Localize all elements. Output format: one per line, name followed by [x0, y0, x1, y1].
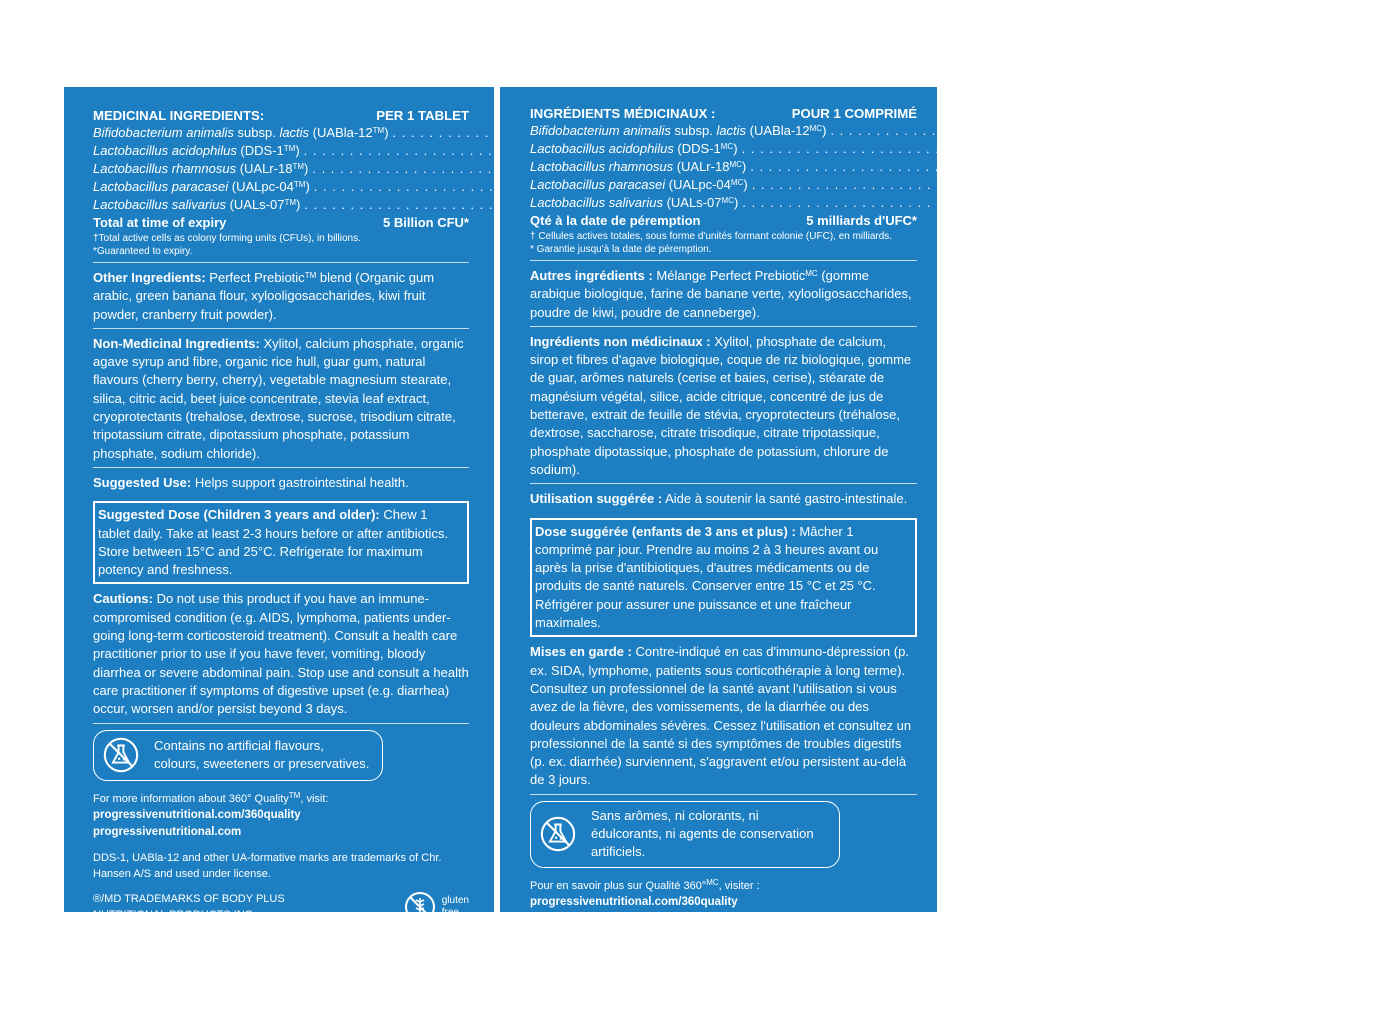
suggested-use-text: Helps support gastrointestinal health.: [191, 474, 409, 490]
divider: [93, 262, 469, 263]
amount-unit: d'UFC: [1341, 123, 1381, 138]
ingredient-amount: [1230, 140, 1293, 158]
quality-info-text-2: , visit:: [300, 792, 329, 805]
total-label: Qté à la date de péremption: [530, 213, 701, 228]
ingredient-species: Lactobacillus paracasei: [530, 177, 666, 192]
trademark-mark: TM: [292, 162, 304, 171]
ingredient-species: Lactobacillus salivarius: [93, 197, 226, 212]
other-ingredients: [93, 269, 469, 324]
ingredient-strain-code: (UABla-12: [309, 125, 373, 140]
ingredient-strain-close: ): [743, 177, 748, 192]
ingredient-strain-close: ): [305, 179, 310, 194]
leader-dots: [830, 122, 1314, 140]
ingredient-row: [530, 194, 1294, 212]
amount-value: 0.7: [1239, 177, 1259, 192]
ingredient-list: [530, 122, 1381, 212]
ingredient-strain-code: (DDS-1: [673, 141, 721, 156]
gluten-free-label: [442, 895, 469, 919]
website-url[interactable]: progressivenutritional.com: [530, 912, 679, 925]
footnote-expiry: *Guaranteed to expiry.: [93, 246, 193, 257]
ingredient-name: [93, 142, 300, 160]
cautions: [93, 590, 469, 718]
ingredient-subspecies-prefix: subsp.: [233, 125, 280, 140]
english-label-panel: [64, 87, 494, 921]
leader-dots: [742, 194, 1226, 212]
ingredient-subspecies: lactis: [279, 125, 310, 140]
gluten-free-line1: sans: [889, 981, 911, 993]
ingredient-strain-code: (UALr-18: [236, 161, 293, 176]
ingredient-row: [93, 196, 469, 214]
leader-dots: [752, 176, 1236, 194]
trademark-mark: MC: [805, 269, 818, 278]
french-label-panel: [500, 87, 1381, 1008]
ingredient-row: [530, 176, 1303, 194]
ingredient-row: [93, 142, 469, 160]
ingredient-amount: [1240, 176, 1303, 194]
ingredient-strain-code: (UALs-07: [225, 197, 285, 212]
ingredient-strain-close: ): [384, 125, 389, 140]
trademark-mark: MC: [729, 160, 742, 169]
registered-trademark-notice: ®/MD MARQUES DÉPOSÉES DE BODY PLUS NUTRITIONAL PRODUCTS INC.: [530, 979, 765, 1008]
ingredient-strain-close: ): [822, 123, 827, 138]
amount-value: 1.4: [1229, 141, 1248, 156]
suggested-dose-label: Suggested Dose (Children 3 years and older):: [98, 507, 380, 523]
trademark-mark: TM: [284, 198, 297, 207]
total-value: 5 Billion CFU*: [383, 215, 469, 230]
divider: [93, 467, 469, 468]
ingredient-row: [93, 124, 469, 142]
gluten-free-badge: [852, 978, 917, 1010]
ingredient-subspecies-prefix: subsp.: [670, 123, 717, 138]
ingredient-strain-close: ): [304, 161, 309, 176]
amount-unit: d'UFC: [1253, 195, 1294, 210]
no-artificial-badge: [93, 730, 383, 781]
quality-url[interactable]: progressivenutritional.com/360quality: [93, 808, 301, 821]
ingredient-species: Lactobacillus rhamnosus: [530, 159, 674, 174]
divider: [93, 723, 469, 724]
ingredient-species: Lactobacillus acidophilus: [93, 143, 237, 158]
amount-value: 1.4: [1318, 123, 1337, 138]
suggested-use-label: Suggested Use:: [93, 474, 192, 490]
gluten-free-line2: free: [441, 906, 459, 918]
suggested-use: [93, 474, 469, 492]
amount-value: 1.4: [1238, 159, 1257, 174]
footer-row: [530, 978, 917, 1010]
ingredient-amount: [1238, 158, 1301, 176]
gluten-free-label: [890, 982, 917, 1006]
ingredient-strain-code: (UALr-18: [673, 159, 730, 174]
no-artificial-text: Contains no artificial flavours, colours, sweeteners or preservatives.: [154, 737, 370, 771]
divider: [530, 794, 917, 795]
divider: [530, 326, 917, 327]
leader-dots: [750, 158, 1234, 176]
ingredient-species: Bifidobacterium animalis: [93, 125, 234, 140]
trademark-notice: DDS-1, UABla-12 et les autres marques formatrices d'UA sont des marques déposées de Chr. Hansen A/S et sont utilisées sous licence.: [530, 938, 899, 967]
suggested-dose-label: Dose suggérée (enfants de 3 ans et plus) :: [535, 523, 796, 539]
footnote-cfu: †Total active cells as colony forming units (CFUs), in billions.: [93, 233, 361, 244]
header-title: MEDICINAL INGREDIENTS:: [93, 108, 265, 123]
divider: [530, 260, 917, 261]
ingredient-strain-code: (UALpc-04: [665, 177, 731, 192]
other-ingredients-text: Mélange Perfect Prebiotic: [652, 268, 806, 283]
amount-unit: d'UFC: [1262, 177, 1303, 192]
ingredient-name: [93, 196, 300, 214]
quality-info: [530, 878, 917, 894]
footnote-expiry: * Garantie jusqu'à la date de péremption.: [530, 244, 712, 255]
suggested-use: [530, 490, 917, 508]
footnote-cfu: † Cellules actives totales, sous forme d'unités formant colonie (UFC), en milliards.: [530, 231, 893, 242]
non-medicinal-label: Non-Medicinal Ingredients:: [93, 335, 260, 351]
non-medicinal-text: Xylitol, phosphate de calcium, sirop et fibres d'agave biologique, coque de riz biologique, gomme de guar, arômes naturels (cerise et baies, cerise), stéarate de magnésium végétal, silice, acide citrique, concentré de jus de betterave, extrait de feuille de stévia, cryoprotecteurs (tréhalose, dextrose, saccharose, citrate trisodique, citrate tripotassique, phosphate dipotassique, phosphate de potassium, chlorure de sodium).: [530, 333, 912, 477]
ingredient-row: [530, 158, 1302, 176]
ingredient-species: Lactobacillus rhamnosus: [93, 161, 237, 176]
dagger-mark: †: [1258, 178, 1263, 187]
footer-row: [93, 891, 469, 923]
trademark-mark: MC: [730, 178, 744, 187]
suggested-dose-box: [93, 501, 469, 584]
ingredient-strain-code: (UALs-07: [662, 195, 722, 210]
suggested-dose-text: Chew 1 tablet daily. Take at least 2-3 hours before or after antibiotics. Store between 15°C and 25°C. Refrigerate for maximum potency and freshness.: [98, 507, 448, 578]
gluten-free-wheat-icon: [404, 891, 436, 923]
medicinal-ingredients-header: [530, 106, 917, 122]
cautions-text: Do not use this product if you have an immune-compromised condition (e.g. AIDS, lymphoma, patients under-going long-term corticosteroid treatment). Consult a health care practitioner prior to use if you have fever, vomiting, bloody diarrhea or severe abdominal pain. Stop use and consult a health care practitioner if symptoms of digestive upset (e.g. diarrhea) occur, worsen and/or persist beyond 3 days.: [93, 591, 469, 717]
gluten-free-badge: [404, 891, 469, 923]
trademark-mark: MC: [721, 196, 734, 205]
ingredient-name: [530, 122, 826, 140]
other-ingredients-text-2: blend (Organic gum arabic, green banana flour, xylooligosaccharides, kiwi fruit powder, cranberry fruit powder).: [93, 270, 435, 322]
other-ingredients-text: Perfect Prebiotic: [205, 270, 305, 285]
amount-unit: d'UFC: [1261, 159, 1302, 174]
medicinal-ingredients-header: [93, 108, 469, 124]
suggested-use-label: Utilisation suggérée :: [530, 491, 663, 507]
website-url[interactable]: progressivenutritional.com: [93, 825, 242, 838]
no-artificial-flask-icon: [102, 736, 140, 774]
ingredient-amount: [1319, 122, 1381, 140]
cautions: [530, 643, 917, 789]
ingredient-row: [530, 140, 1293, 158]
amount-value: 0.1: [1230, 195, 1249, 210]
ingredient-row: [93, 160, 469, 178]
ingredient-name: [530, 158, 746, 176]
header-per-dose: POUR 1 COMPRIMÉ: [791, 106, 917, 121]
non-medicinal-ingredients: [93, 335, 469, 463]
gluten-free-wheat-icon: [852, 978, 884, 1010]
amount-unit: d'UFC: [1252, 141, 1293, 156]
registered-trademark-notice: ®/MD TRADEMARKS OF BODY PLUS NUTRITIONAL PRODUCTS INC.: [93, 892, 285, 921]
dagger-mark: †: [1248, 196, 1254, 205]
ingredient-species: Bifidobacterium animalis: [530, 123, 671, 138]
no-artificial-badge: [530, 801, 840, 868]
quality-info: [93, 791, 469, 807]
dagger-mark: †: [1247, 142, 1253, 151]
ingredient-list: [93, 124, 469, 214]
leader-dots: [742, 140, 1226, 158]
dagger-mark: †: [1256, 160, 1262, 169]
ingredient-amount: [1231, 194, 1294, 212]
ingredient-strain-code: (UALpc-04: [228, 179, 294, 194]
ingredient-row: [530, 122, 1381, 140]
ingredient-strain-code: (UABla-12: [746, 123, 810, 138]
trademark-mark: TM: [304, 271, 317, 280]
ingredient-subspecies: lactis: [716, 123, 747, 138]
ingredient-species: Lactobacillus acidophilus: [530, 141, 674, 156]
ingredient-name: [93, 178, 310, 196]
trademark-mark: TM: [283, 144, 296, 153]
no-artificial-text: Sans arômes, ni colorants, ni édulcorants, ni agents de conservation artificiels.: [591, 807, 814, 859]
total-row: [530, 212, 917, 229]
non-medicinal-text: Xylitol, calcium phosphate, organic agave syrup and fibre, organic rice hull, guar gum, natural flavours (cherry berry, cherry), vegetable magnesium stearate, silica, citric acid, beet juice concentrate, stevia leaf extract, cryoprotectants (trehalose, dextrose, sucrose, trisodium citrate, tripotassium citrate, dipotassium phosphate, potassium phosphate, sodium chloride).: [93, 335, 464, 461]
no-artificial-flask-icon: [539, 815, 577, 853]
cautions-label: Cautions:: [93, 591, 153, 607]
other-ingredients: [530, 267, 917, 322]
cautions-text: Contre-indiqué en cas d'immuno-dépression (p. ex. SIDA, lymphome, patients sous corticothérapie à long terme). Consultez un professionnel de la santé avant l'utilisation si vous avez de la fièvre, des vomissements, de la diarrhée ou des douleurs abdominales sévères. Cessez l'utilisation et consultez un professionnel de la santé si des symptômes de troubles digestifs (p. ex. diarrhée) surviennent, s'aggravent et/ou persistent au-delà de 3 jours.: [530, 644, 912, 788]
ingredient-strain-close: ): [296, 197, 301, 212]
ingredient-strain-close: ): [741, 159, 747, 174]
dagger-mark: †: [1336, 124, 1342, 133]
ingredient-name: [93, 160, 308, 178]
divider: [93, 328, 469, 329]
trademark-mark: TM: [372, 126, 385, 135]
ingredient-row: [93, 178, 469, 196]
total-label: Total at time of expiry: [93, 215, 227, 230]
ingredient-strain-close: ): [733, 141, 738, 156]
ingredient-name: [530, 194, 738, 212]
ingredient-strain-code: (DDS-1: [236, 143, 284, 158]
ingredient-species: Lactobacillus salivarius: [530, 195, 663, 210]
header-per-dose: PER 1 TABLET: [376, 108, 469, 123]
trademark-mark: TM: [288, 790, 301, 800]
trademark-mark: MC: [706, 877, 719, 887]
suggested-use-text: Aide à soutenir la santé gastro-intestinale.: [662, 491, 908, 507]
ingredient-species: Lactobacillus paracasei: [93, 179, 229, 194]
ingredient-name: [530, 176, 748, 194]
divider: [530, 483, 917, 484]
trademark-mark: MC: [720, 142, 734, 151]
header-title: INGRÉDIENTS MÉDICINAUX :: [530, 106, 716, 121]
trademark-mark: TM: [293, 180, 306, 189]
suggested-dose-text: Mâcher 1 comprimé par jour. Prendre au moins 2 à 3 heures avant ou après la prise d'antibiotiques, d'autres médicaments ou de produits de santé naturels. Conserver entre 15 °C et 25 °C. Réfrigérer pour assurer une puissance et une fraîcheur maximales.: [535, 523, 879, 631]
other-ingredients-text-2: (gomme arabique biologique, farine de banane verte, xylooligosaccharides, poudre de kiwi, poudre de canneberge).: [530, 268, 912, 320]
cautions-label: Mises en garde :: [530, 644, 632, 660]
ingredient-name: [530, 140, 738, 158]
gluten-free-line2: gluten: [889, 993, 917, 1005]
other-ingredients-label: Other Ingredients:: [93, 270, 206, 285]
quality-url[interactable]: progressivenutritional.com/360quality: [530, 895, 738, 908]
non-medicinal-label: Ingrédients non médicinaux :: [530, 333, 711, 349]
trademark-mark: MC: [809, 124, 823, 133]
total-row: [93, 214, 469, 231]
ingredient-name: [93, 124, 389, 142]
non-medicinal-ingredients: [530, 333, 917, 479]
quality-info-text: Pour en savoir plus sur Qualité 360°: [530, 879, 707, 892]
other-ingredients-label: Autres ingrédients :: [530, 268, 653, 283]
gluten-free-line1: gluten: [441, 894, 469, 906]
ingredient-strain-close: ): [295, 143, 300, 158]
quality-info-text-2: , visiter :: [718, 879, 760, 892]
suggested-dose-box: [530, 518, 917, 638]
trademark-notice: DDS-1, UABla-12 and other UA-formative marks are trademarks of Chr. Hansen A/S and used under license.: [93, 851, 442, 880]
ingredient-strain-close: ): [733, 195, 739, 210]
quality-info-text: For more information about 360° Quality: [93, 792, 289, 805]
total-value: 5 milliards d'UFC*: [806, 213, 917, 228]
